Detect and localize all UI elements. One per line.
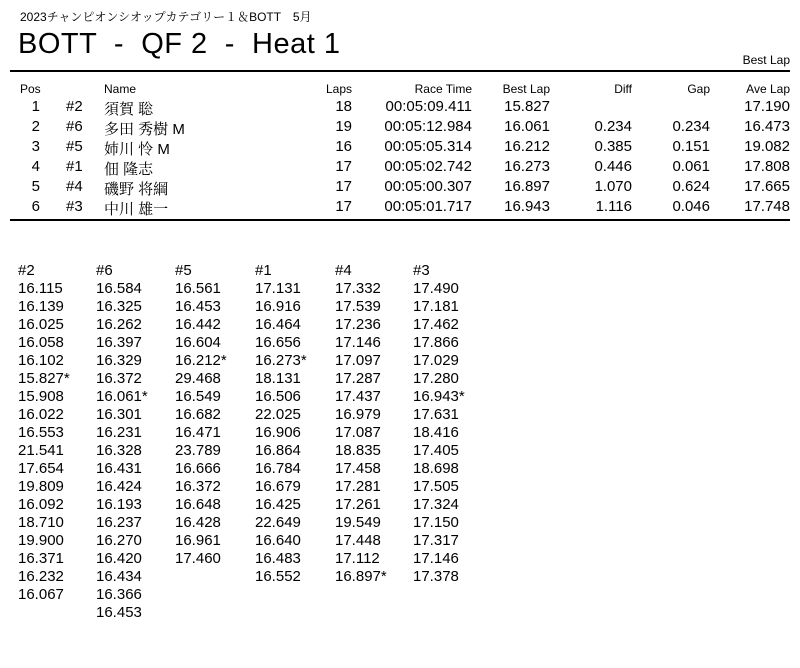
row-pos: 1 — [31, 98, 40, 115]
lap-time: 16.232 — [18, 568, 64, 585]
lap-time: 17.236 — [335, 316, 381, 333]
row-laps: 18 — [335, 98, 352, 115]
lap-time: 16.584 — [96, 280, 142, 297]
top-divider — [10, 70, 790, 72]
lap-time: 16.237 — [96, 514, 142, 531]
row-gap: 0.061 — [672, 158, 710, 175]
row-best-lap: 16.943 — [504, 198, 550, 215]
lap-column — [175, 262, 227, 568]
lap-time: 16.431 — [96, 460, 142, 477]
lap-time: 17.460 — [175, 550, 221, 567]
lap-column-header: #2 — [18, 262, 35, 279]
lap-time: 16.425 — [255, 496, 301, 513]
row-best-lap: 16.897 — [504, 178, 550, 195]
row-pos: 4 — [31, 158, 40, 175]
lap-time: 17.405 — [413, 442, 459, 459]
lap-column — [335, 262, 387, 586]
table-row — [0, 198, 800, 216]
col-ave-lap: Ave Lap — [746, 82, 790, 96]
lap-time: 16.864 — [255, 442, 301, 459]
lap-column-header: #6 — [96, 262, 113, 279]
lap-time: 15.827* — [18, 370, 70, 387]
lap-time: 16.682 — [175, 406, 221, 423]
lap-time: 16.648 — [175, 496, 221, 513]
lap-time: 17.490 — [413, 280, 459, 297]
lap-time: 16.262 — [96, 316, 142, 333]
lap-time: 16.906 — [255, 424, 301, 441]
lap-time: 16.916 — [255, 298, 301, 315]
row-gap: 0.151 — [672, 138, 710, 155]
lap-time: 16.561 — [175, 280, 221, 297]
lap-time: 17.654 — [18, 460, 64, 477]
row-laps: 17 — [335, 158, 352, 175]
lap-time: 16.328 — [96, 442, 142, 459]
lap-time: 17.112 — [335, 550, 380, 567]
lap-time: 16.453 — [96, 604, 142, 621]
row-pos: 2 — [31, 118, 40, 135]
lap-time: 15.908 — [18, 388, 64, 405]
bottom-divider — [10, 219, 790, 221]
row-ave-lap: 16.473 — [744, 118, 790, 135]
lap-time: 16.943* — [413, 388, 465, 405]
lap-time: 16.442 — [175, 316, 221, 333]
lap-time: 16.329 — [96, 352, 142, 369]
lap-time: 23.789 — [175, 442, 221, 459]
row-gap: 0.234 — [672, 118, 710, 135]
lap-time: 17.029 — [413, 352, 459, 369]
lap-time: 17.539 — [335, 298, 381, 315]
row-name: 姉川 怜 M — [104, 141, 170, 158]
lap-time: 16.139 — [18, 298, 64, 315]
lap-time: 18.835 — [335, 442, 381, 459]
row-best-lap: 16.273 — [504, 158, 550, 175]
row-pos: 6 — [31, 198, 40, 215]
lap-time: 16.552 — [255, 568, 301, 585]
col-laps: Laps — [325, 82, 352, 96]
row-gap: 0.624 — [672, 178, 710, 195]
lap-time: 17.448 — [335, 532, 381, 549]
lap-time: 16.979 — [335, 406, 381, 423]
row-ave-lap: 17.808 — [744, 158, 790, 175]
row-race-time: 00:05:09.411 — [385, 98, 472, 115]
lap-time: 16.231 — [96, 424, 142, 441]
lap-time: 17.150 — [413, 514, 459, 531]
lap-time: 16.961 — [175, 532, 221, 549]
row-number: #1 — [66, 158, 83, 175]
lap-time: 16.372 — [175, 478, 221, 495]
lap-time: 16.067 — [18, 586, 64, 603]
lap-time: 16.102 — [18, 352, 64, 369]
row-name: 佃 隆志 — [104, 161, 154, 178]
lap-time: 16.270 — [96, 532, 142, 549]
lap-time: 16.115 — [18, 280, 63, 297]
lap-time: 16.471 — [175, 424, 221, 441]
row-best-lap: 16.212 — [504, 138, 550, 155]
lap-time: 17.261 — [335, 496, 381, 513]
lap-time: 16.434 — [96, 568, 142, 585]
lap-time: 17.324 — [413, 496, 459, 513]
lap-time: 17.287 — [335, 370, 381, 387]
lap-time: 16.428 — [175, 514, 221, 531]
col-name: Name — [104, 82, 137, 96]
lap-time: 16.666 — [175, 460, 221, 477]
row-name: 須賀 聡 — [104, 101, 154, 118]
lap-time: 16.897* — [335, 568, 387, 585]
lap-time: 16.553 — [18, 424, 64, 441]
row-ave-lap: 17.748 — [744, 198, 790, 215]
lap-time: 16.420 — [96, 550, 142, 567]
lap-time: 16.325 — [96, 298, 142, 315]
row-laps: 17 — [335, 198, 352, 215]
lap-time: 16.506 — [255, 388, 301, 405]
table-row — [0, 98, 800, 116]
row-diff: 0.385 — [594, 138, 632, 155]
lap-time: 16.549 — [175, 388, 221, 405]
lap-time: 16.483 — [255, 550, 301, 567]
lap-column — [18, 262, 70, 604]
row-pos: 5 — [31, 178, 40, 195]
table-row — [0, 118, 800, 136]
lap-time: 17.378 — [413, 568, 459, 585]
lap-time: 21.541 — [18, 442, 64, 459]
lap-time: 17.097 — [335, 352, 381, 369]
row-race-time: 00:05:02.742 — [384, 158, 472, 175]
lap-time: 17.146 — [335, 334, 381, 351]
lap-time: 16.022 — [18, 406, 64, 423]
row-pos: 3 — [31, 138, 40, 155]
lap-time: 17.866 — [413, 334, 459, 351]
lap-time: 17.087 — [335, 424, 381, 441]
row-laps: 17 — [335, 178, 352, 195]
row-number: #5 — [66, 138, 83, 155]
row-best-lap: 16.061 — [504, 118, 550, 135]
lap-column — [413, 262, 465, 586]
lap-time: 18.698 — [413, 460, 459, 477]
lap-time: 16.604 — [175, 334, 221, 351]
lap-time: 18.131 — [255, 370, 301, 387]
lap-time: 16.212* — [175, 352, 227, 369]
row-diff: 1.116 — [595, 198, 632, 215]
row-best-lap: 15.827 — [504, 98, 550, 115]
row-laps: 19 — [335, 118, 352, 135]
col-pos: Pos — [20, 82, 41, 96]
row-name: 多田 秀樹 M — [104, 121, 185, 138]
row-number: #3 — [66, 198, 83, 215]
row-name: 磯野 将綱 — [104, 181, 169, 198]
lap-time: 16.679 — [255, 478, 301, 495]
lap-time: 16.372 — [96, 370, 142, 387]
table-row — [0, 178, 800, 196]
lap-time: 16.061* — [96, 388, 148, 405]
report-title: BOTT - QF 2 - Heat 1 — [18, 28, 341, 60]
row-name: 中川 雄一 — [104, 201, 169, 218]
row-race-time: 00:05:00.307 — [384, 178, 472, 195]
table-row — [0, 158, 800, 176]
lap-time: 17.146 — [413, 550, 459, 567]
row-ave-lap: 19.082 — [744, 138, 790, 155]
lap-column — [255, 262, 307, 586]
col-best-lap: Best Lap — [502, 82, 550, 96]
lap-time: 22.649 — [255, 514, 301, 531]
row-ave-lap: 17.665 — [744, 178, 790, 195]
lap-time: 19.809 — [18, 478, 64, 495]
lap-time: 16.092 — [18, 496, 64, 513]
col-diff: Diff — [614, 82, 632, 96]
lap-time: 17.317 — [413, 532, 459, 549]
lap-time: 18.710 — [18, 514, 64, 531]
lap-time: 17.462 — [413, 316, 459, 333]
lap-time: 16.273* — [255, 352, 307, 369]
lap-column-header: #1 — [255, 262, 272, 279]
lap-time: 17.505 — [413, 478, 459, 495]
lap-time: 19.549 — [335, 514, 381, 531]
lap-time: 29.468 — [175, 370, 221, 387]
row-laps: 16 — [335, 138, 352, 155]
row-number: #2 — [66, 98, 83, 115]
lap-column-header: #4 — [335, 262, 352, 279]
row-gap: 0.046 — [672, 198, 710, 215]
lap-column-header: #3 — [413, 262, 430, 279]
lap-time: 16.366 — [96, 586, 142, 603]
lap-time: 16.640 — [255, 532, 301, 549]
lap-time: 16.371 — [18, 550, 64, 567]
lap-time: 16.058 — [18, 334, 64, 351]
row-diff: 0.446 — [594, 158, 632, 175]
lap-time: 17.332 — [335, 280, 381, 297]
lap-time: 16.301 — [96, 406, 142, 423]
lap-column — [96, 262, 148, 622]
row-race-time: 00:05:12.984 — [384, 118, 472, 135]
lap-time: 16.193 — [96, 496, 142, 513]
lap-time: 17.437 — [335, 388, 381, 405]
lap-time: 16.453 — [175, 298, 221, 315]
lap-time: 16.656 — [255, 334, 301, 351]
table-row — [0, 138, 800, 156]
lap-time: 16.424 — [96, 478, 142, 495]
row-ave-lap: 17.190 — [744, 98, 790, 115]
lap-time: 18.416 — [413, 424, 459, 441]
lap-time: 19.900 — [18, 532, 64, 549]
row-number: #4 — [66, 178, 83, 195]
col-race-time: Race Time — [414, 82, 472, 96]
report-subtitle: 2023チャンピオンシオップカテゴリー１＆BOTT 5月 — [20, 10, 312, 24]
lap-time: 16.784 — [255, 460, 301, 477]
lap-time: 17.181 — [413, 298, 459, 315]
row-diff: 1.070 — [594, 178, 632, 195]
row-race-time: 00:05:05.314 — [384, 138, 472, 155]
lap-time: 22.025 — [255, 406, 301, 423]
row-race-time: 00:05:01.717 — [384, 198, 472, 215]
lap-time: 17.631 — [413, 406, 459, 423]
lap-time: 17.458 — [335, 460, 381, 477]
best-lap-top-label: Best Lap — [742, 53, 790, 67]
lap-time: 17.131 — [255, 280, 301, 297]
col-gap: Gap — [687, 82, 710, 96]
row-diff: 0.234 — [594, 118, 632, 135]
lap-time: 17.280 — [413, 370, 459, 387]
lap-time: 17.281 — [335, 478, 381, 495]
row-number: #6 — [66, 118, 83, 135]
lap-time: 16.025 — [18, 316, 64, 333]
lap-column-header: #5 — [175, 262, 192, 279]
lap-time: 16.397 — [96, 334, 142, 351]
lap-time: 16.464 — [255, 316, 301, 333]
